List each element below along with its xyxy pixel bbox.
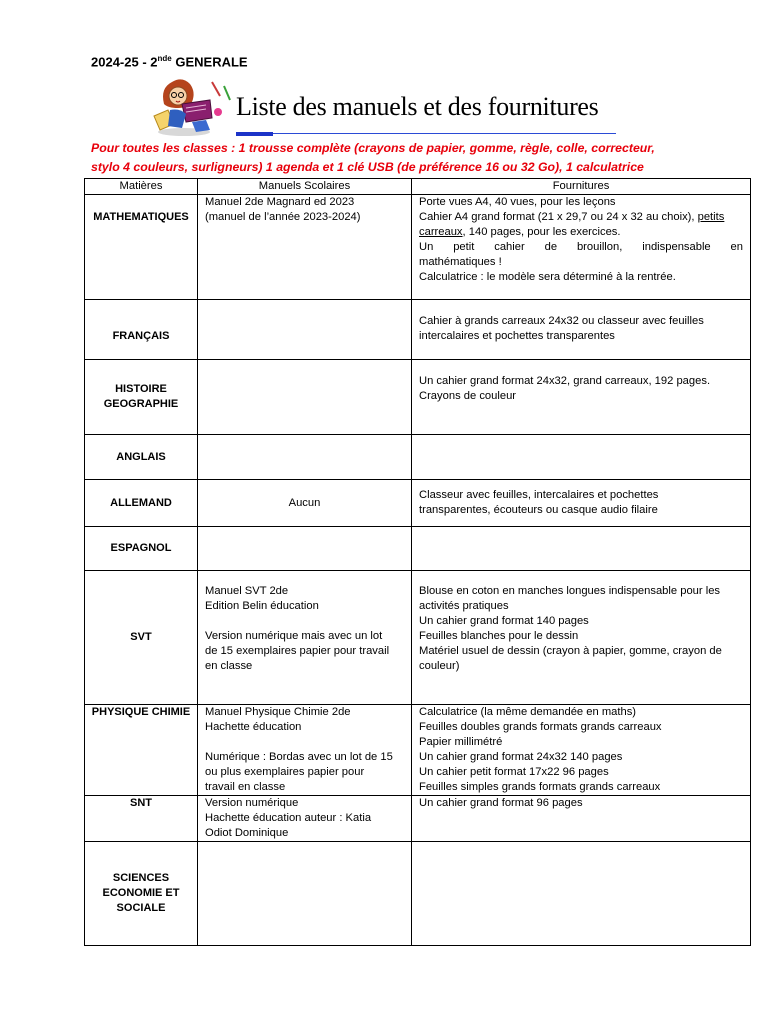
fourniture-line: Un cahier grand format 24x32, grand carreaux, 192 pages.: [419, 375, 711, 387]
manuel-line: Version numérique: [205, 797, 299, 809]
header-manuels: Manuels Scolaires: [198, 179, 412, 195]
manuels-cell: [198, 195, 412, 300]
manuel-line: Manuel Physique Chimie 2de: [205, 706, 351, 718]
fourniture-line: Calculatrice (la même demandée en maths): [419, 706, 637, 718]
fourniture-line: [419, 225, 743, 240]
fourniture-line: Cahier à grands carreaux 24x32 ou classeur avec feuilles: [419, 315, 704, 327]
year-prefix: 2024-25 - 2: [91, 54, 158, 70]
table-row: [85, 705, 751, 796]
year-suffix: GENERALE: [171, 54, 248, 70]
spacer: [205, 735, 404, 750]
header-fournitures: Fournitures: [412, 179, 751, 195]
fourniture-line: Un cahier grand format 24x32 140 pages: [419, 751, 623, 763]
manuel-line: Version numérique mais avec un lot: [205, 630, 383, 642]
manuel-line: Hachette éducation auteur : Katia: [205, 812, 372, 824]
fournitures-cell: [412, 300, 751, 360]
fourniture-line: Un cahier grand format 140 pages: [419, 615, 589, 627]
supplies-table: [84, 178, 751, 946]
table-row: [85, 195, 751, 300]
fourniture-line: Matériel usuel de dessin (crayon à papier, gomme, crayon de: [419, 645, 722, 657]
manuels-cell: [198, 527, 412, 571]
fournitures-cell: [412, 705, 751, 796]
intro-line: Pour toutes les classes : 1 trousse complète (crayons de papier, gomme, règle, colle, correcteur,: [91, 141, 655, 155]
spacer: [205, 614, 404, 629]
header-matieres: Matières: [85, 179, 198, 195]
fourniture-text: Cahier A4 grand format (21 x 29,7 ou 24 x 32 au choix),: [419, 211, 695, 223]
title-underline: [236, 133, 616, 134]
subject-cell: [85, 360, 198, 435]
fourniture-line: Un cahier petit format 17x22 96 pages: [419, 766, 609, 778]
subject-line: SCIENCES: [112, 872, 170, 884]
subject-cell: FRANÇAIS: [85, 300, 198, 360]
intro-line: stylo 4 couleurs, surligneurs) 1 agenda et 1 clé USB (de préférence 16 ou 32 Go), 1 calculatrice: [91, 160, 644, 174]
fourniture-line: Feuilles doubles grands formats grands carreaux: [419, 721, 662, 733]
manuel-line: travail en classe: [205, 781, 286, 793]
fournitures-cell: [412, 435, 751, 480]
subject-line: SOCIALE: [116, 902, 166, 914]
table-header-row: [85, 179, 751, 195]
manuels-cell: [198, 571, 412, 705]
manuel-line: Hachette éducation: [205, 721, 302, 733]
manuels-cell: [198, 360, 412, 435]
fournitures-cell: [412, 842, 751, 946]
fourniture-line: transparentes, écouteurs ou casque audio filaire: [419, 504, 658, 516]
table-row: [85, 300, 751, 360]
fourniture-line: mathématiques !: [419, 256, 502, 268]
subject-line: HISTOIRE: [115, 383, 167, 395]
manuels-cell: [198, 705, 412, 796]
fourniture-line: Classeur avec feuilles, intercalaires et pochettes: [419, 489, 659, 501]
fourniture-line: Un petit cahier de brouillon, indispensable en: [419, 241, 743, 253]
subject-cell: MATHEMATIQUES: [85, 195, 198, 300]
student-reading-illustration: [148, 74, 238, 138]
fourniture-line: Un cahier grand format 96 pages: [419, 797, 583, 809]
fournitures-cell: [412, 571, 751, 705]
fourniture-line: Calculatrice : le modèle sera déterminé à la rentrée.: [419, 271, 676, 283]
fourniture-line: Porte vues A4, 40 vues, pour les leçons: [419, 196, 616, 208]
fourniture-underlined: carreaux: [419, 226, 463, 238]
manuels-cell: [198, 300, 412, 360]
fourniture-line: Papier millimétré: [419, 736, 503, 748]
fourniture-line: Feuilles blanches pour le dessin: [419, 630, 579, 642]
table-row: [85, 571, 751, 705]
manuel-line: Numérique : Bordas avec un lot de 15: [205, 751, 393, 763]
table-row: [85, 360, 751, 435]
fournitures-cell: [412, 527, 751, 571]
manuel-line: ou plus exemplaires papier pour: [205, 766, 365, 778]
subject-cell: ESPAGNOL: [85, 527, 198, 571]
manuels-cell: [198, 796, 412, 842]
manuels-cell: [198, 435, 412, 480]
year-superscript: nde: [157, 54, 172, 63]
common-supplies-note: [91, 139, 751, 177]
fournitures-cell: [412, 360, 751, 435]
manuel-line: Edition Belin éducation: [205, 600, 319, 612]
fournitures-cell: [412, 480, 751, 527]
manuel-line: en classe: [205, 660, 253, 672]
table-row: [85, 527, 751, 571]
fourniture-text: , 140 pages, pour les exercices.: [462, 226, 621, 238]
manuel-line: Manuel SVT 2de: [205, 585, 289, 597]
title-underline-accent: [236, 132, 273, 136]
fourniture-line: couleur): [419, 660, 460, 672]
fourniture-line: intercalaires et pochettes transparentes: [419, 330, 615, 342]
fourniture-line: Feuilles simples grands formats grands carreaux: [419, 781, 661, 793]
subject-cell: ALLEMAND: [85, 480, 198, 527]
fourniture-underlined: petits: [697, 211, 725, 223]
manuels-cell: [198, 842, 412, 946]
subject-line: ECONOMIE ET: [102, 887, 180, 899]
fourniture-line: Blouse en coton en manches longues indispensable pour les: [419, 585, 721, 597]
manuel-line: (manuel de l’année 2023-2024): [205, 211, 361, 223]
class-year-heading: [91, 54, 248, 69]
table-row: [85, 480, 751, 527]
subject-cell: PHYSIQUE CHIMIE: [85, 705, 198, 796]
fourniture-line: activités pratiques: [419, 600, 509, 612]
subject-cell: SVT: [85, 571, 198, 705]
subject-cell: ANGLAIS: [85, 435, 198, 480]
fournitures-cell: [412, 796, 751, 842]
subject-line: GEOGRAPHIE: [103, 398, 179, 410]
manuel-line: de 15 exemplaires papier pour travail: [205, 645, 390, 657]
subject-cell: [85, 842, 198, 946]
manuel-line: Odiot Dominique: [205, 827, 289, 839]
table-row: [85, 435, 751, 480]
subject-cell: SNT: [85, 796, 198, 842]
fournitures-cell: [412, 195, 751, 300]
document-title: Liste des manuels et des fournitures: [236, 92, 599, 121]
table-row: [85, 842, 751, 946]
manuels-cell: Aucun: [198, 480, 412, 527]
fourniture-line: [419, 210, 743, 225]
fourniture-line: Crayons de couleur: [419, 390, 517, 402]
table-row: [85, 796, 751, 842]
manuel-line: Manuel 2de Magnard ed 2023: [205, 196, 355, 208]
